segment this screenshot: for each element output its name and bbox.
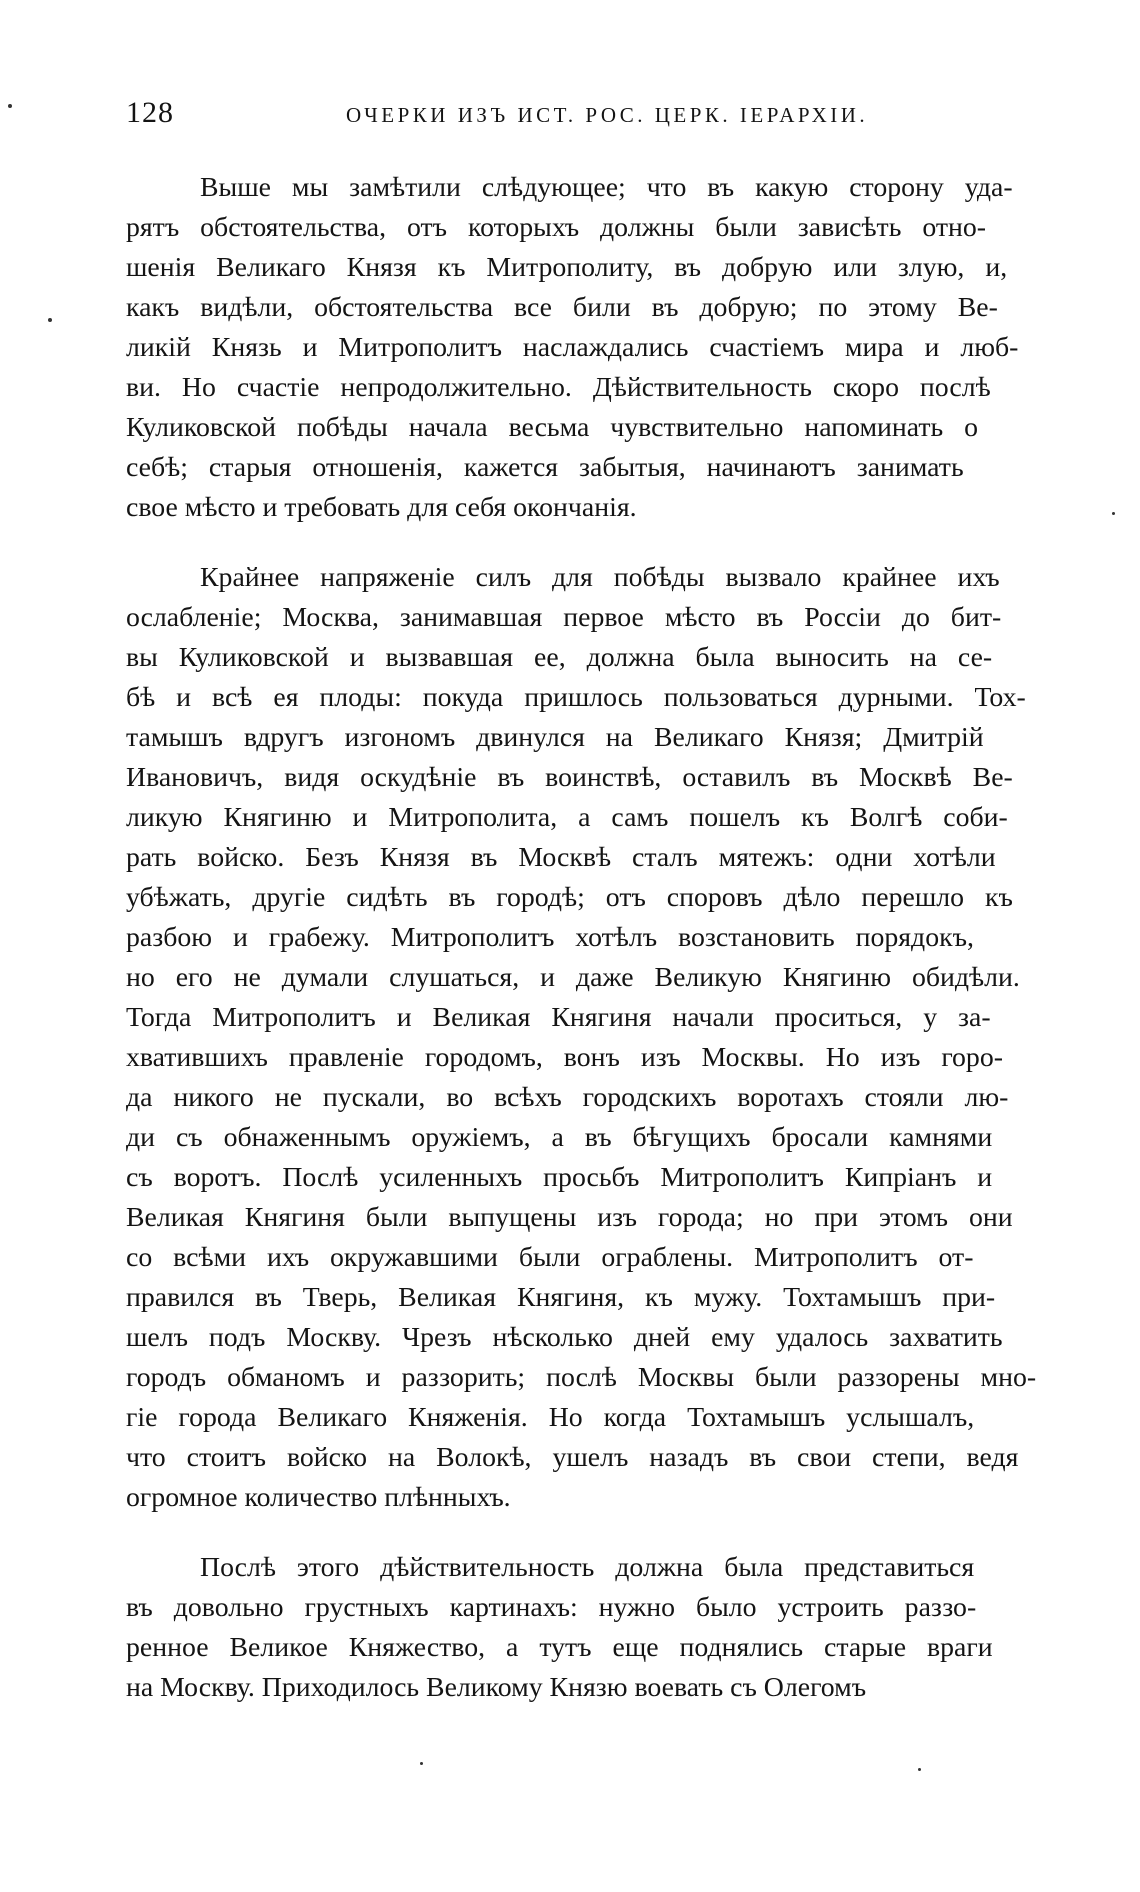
text-line: шелъ подъ Москву. Чрезъ нѣсколько дней ему удалось захватить xyxy=(126,1322,1003,1353)
text-line: Куликовской побѣды начала весьма чувствительно напоминать о xyxy=(126,412,979,443)
text-line: со всѣми ихъ окружавшими были ограблены. Митрополитъ от- xyxy=(126,1242,974,1273)
text-line: съ воротъ. Послѣ усиленныхъ просьбъ Митрополитъ Кипріанъ и xyxy=(126,1162,993,1193)
text-line: бѣ и всѣ ея плоды: покуда пришлось пользоваться дурными. Тох- xyxy=(126,682,1026,713)
paragraph-3 xyxy=(126,1548,1140,1708)
paragraph-1 xyxy=(126,168,1140,528)
text-line: но его не думали слушаться, и даже Великую Княгиню обидѣли. xyxy=(126,962,1020,993)
scan-speck xyxy=(8,104,12,108)
text-line: гіе города Великаго Княженія. Но когда Тохтамышъ услышалъ, xyxy=(126,1402,975,1433)
body-text xyxy=(126,168,1140,1708)
text-line: да никого не пускали, во всѣхъ городскихъ воротахъ стояли лю- xyxy=(126,1082,1009,1113)
text-line: Крайнее напряженіе силъ для побѣды вызвало крайнее ихъ xyxy=(200,562,1000,593)
text-line: ликую Княгиню и Митрополита, а самъ пошелъ къ Волгѣ соби- xyxy=(126,802,1008,833)
text-line: на Москву. Приходилось Великому Князю воевать съ Олегомъ xyxy=(126,1672,867,1703)
scan-speck xyxy=(48,318,52,322)
text-line: Послѣ этого дѣйствительность должна была представиться xyxy=(200,1552,975,1583)
scan-speck xyxy=(1112,512,1115,515)
text-line: городъ обманомъ и раззорить; послѣ Москвы были раззорены мно- xyxy=(126,1362,1037,1393)
text-line: рятъ обстоятельства, отъ которыхъ должны были зависѣть отно- xyxy=(126,212,987,243)
text-line: ди съ обнаженнымъ оружіемъ, а въ бѣгущихъ бросали камнями xyxy=(126,1122,993,1153)
text-line: Ивановичъ, видя оскудѣніе въ воинствѣ, оставилъ въ Москвѣ Ве- xyxy=(126,762,1013,793)
text-line: въ довольно грустныхъ картинахъ: нужно было устроить раззо- xyxy=(126,1592,977,1623)
page-number: 128 xyxy=(126,96,174,129)
text-line: убѣжать, другіе сидѣть въ городѣ; отъ споровъ дѣло перешло къ xyxy=(126,882,1013,913)
text-line: правился въ Тверь, Великая Княгиня, къ мужу. Тохтамышъ при- xyxy=(126,1282,996,1313)
text-line: ослабленіе; Москва, занимавшая первое мѣсто въ Россіи до бит- xyxy=(126,602,1002,633)
paragraph-2 xyxy=(126,558,1140,1518)
text-line: себѣ; старыя отношенія, кажется забытыя, начинаютъ занимать xyxy=(126,452,964,483)
text-line: хватившихъ правленіе городомъ, вонъ изъ Москвы. Но изъ горо- xyxy=(126,1042,1003,1073)
text-line: ренное Великое Княжество, а тутъ еще поднялись старые враги xyxy=(126,1632,993,1663)
text-line: огромное количество плѣнныхъ. xyxy=(126,1482,511,1513)
text-line: ликій Князь и Митрополитъ наслаждались счастіемъ мира и люб- xyxy=(126,332,1019,363)
paragraph-gap xyxy=(126,1518,1140,1548)
text-line: какъ видѣли, обстоятельства все били въ добрую; по этому Ве- xyxy=(126,292,998,323)
running-title: ОЧЕРКИ ИЗЪ ИСТ. РОС. ЦЕРК. ІЕРАРХІИ. xyxy=(346,103,869,127)
text-line: тамышъ вдругъ изгономъ двинулся на Великаго Князя; Дмитрій xyxy=(126,722,984,753)
text-line: разбою и грабежу. Митрополитъ хотѣлъ возстановить порядокъ, xyxy=(126,922,974,953)
text-line: Тогда Митрополитъ и Великая Княгиня начали проситься, у за- xyxy=(126,1002,991,1033)
text-line: ви. Но счастіе непродолжительно. Дѣйствительность скоро послѣ xyxy=(126,372,991,403)
text-line: что стоитъ войско на Волокѣ, ушелъ назадъ въ свои степи, ведя xyxy=(126,1442,1019,1473)
text-line: свое мѣсто и требовать для себя окончанія. xyxy=(126,492,637,523)
scan-speck xyxy=(420,1762,423,1765)
text-line: шенія Великаго Князя къ Митрополиту, въ добрую или злую, и, xyxy=(126,252,1008,283)
text-line: вы Куликовской и вызвавшая ее, должна была выносить на се- xyxy=(126,642,993,673)
text-line: рать войско. Безъ Князя въ Москвѣ сталъ мятежъ: одни хотѣли xyxy=(126,842,996,873)
scan-speck xyxy=(918,1768,921,1771)
paragraph-gap xyxy=(126,528,1140,558)
text-line: Выше мы замѣтили слѣдующее; что въ какую сторону уда- xyxy=(200,172,1013,203)
running-head xyxy=(126,96,1140,136)
text-line: Великая Княгиня были выпущены изъ города; но при этомъ они xyxy=(126,1202,1013,1233)
